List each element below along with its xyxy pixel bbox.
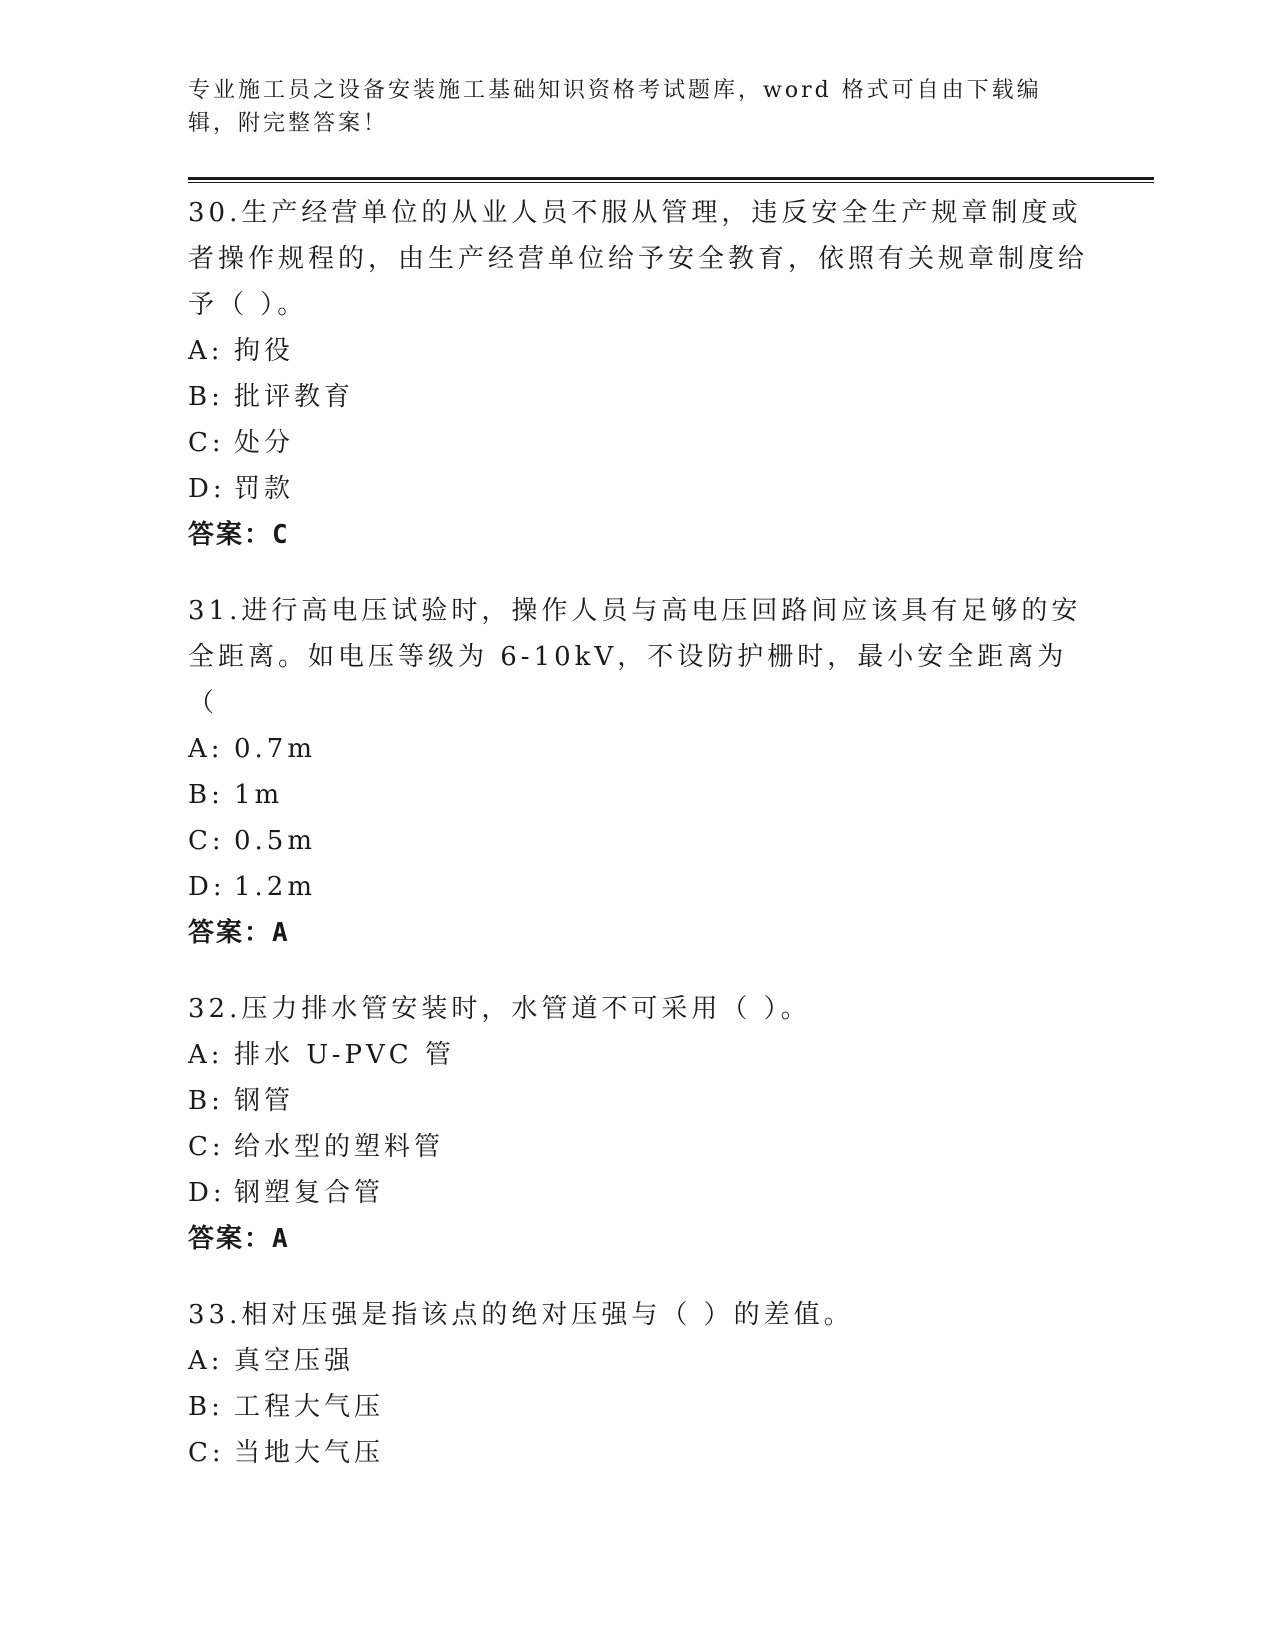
option-a [188, 1338, 1088, 1384]
option-text: 批评教育 [234, 382, 355, 412]
option-text: 给水型的塑料管 [234, 1132, 445, 1162]
option-letter: D: [188, 872, 226, 902]
answer-label: 答案： [188, 520, 273, 550]
answer-label: 答案： [188, 918, 273, 948]
answer-line [188, 512, 1088, 558]
question-text: 31.进行高电压试验时，操作人员与高电压回路间应该具有足够的安全距离。如电压等级为 6-10kV，不设防护栅时，最小安全距离为（ [188, 596, 1082, 718]
option-letter: C: [188, 1132, 225, 1162]
question-text: 30.生产经营单位的从业人员不服从管理，违反安全生产规章制度或者操作规程的，由生产经营单位给予安全教育，依照有关规章制度给予（ ）。 [188, 198, 1089, 320]
question-33 [188, 1292, 1088, 1476]
option-letter: B: [188, 1392, 224, 1422]
option-c [188, 818, 1088, 864]
option-d [188, 1170, 1088, 1216]
option-b [188, 772, 1088, 818]
option-d [188, 466, 1088, 512]
option-text: 0.5m [234, 826, 317, 856]
question-31 [188, 588, 1088, 956]
option-letter: C: [188, 826, 225, 856]
option-text: 0.7m [234, 734, 317, 764]
option-b [188, 374, 1088, 420]
option-text: 排水 U-PVC 管 [234, 1040, 455, 1070]
question-text: 33.相对压强是指该点的绝对压强与（ ）的差值。 [188, 1300, 854, 1330]
option-letter: D: [188, 1178, 226, 1208]
answer-line [188, 910, 1088, 956]
option-c [188, 420, 1088, 466]
option-letter: C: [188, 428, 225, 458]
option-text: 真空压强 [234, 1346, 355, 1376]
question-32 [188, 986, 1088, 1262]
answer-label: 答案： [188, 1224, 273, 1254]
question-30 [188, 190, 1088, 558]
option-c [188, 1124, 1088, 1170]
answer-line [188, 1216, 1088, 1262]
document-header: 专业施工员之设备安装施工基础知识资格考试题库，word 格式可自由下载编辑，附完整答案！ [188, 78, 1042, 136]
option-letter: A: [188, 1040, 224, 1070]
option-b [188, 1078, 1088, 1124]
question-list [188, 190, 1088, 1506]
question-text: 32.压力排水管安装时，水管道不可采用（ ）。 [188, 994, 811, 1024]
option-letter: B: [188, 1086, 224, 1116]
option-text: 当地大气压 [234, 1438, 385, 1468]
option-letter: B: [188, 780, 224, 810]
option-text: 拘役 [234, 336, 295, 366]
option-c [188, 1430, 1088, 1476]
option-letter: B: [188, 382, 224, 412]
answer-value: A [272, 918, 290, 948]
option-text: 钢塑复合管 [234, 1178, 385, 1208]
option-d [188, 864, 1088, 910]
option-b [188, 1384, 1088, 1430]
option-letter: A: [188, 336, 224, 366]
answer-value: C [272, 520, 290, 550]
option-text: 罚款 [234, 474, 295, 504]
option-text: 1m [234, 780, 284, 810]
option-text: 1.2m [234, 872, 317, 902]
option-a [188, 726, 1088, 772]
answer-value: A [272, 1224, 290, 1254]
header-rule-thick [188, 177, 1154, 180]
header-rule-thin [188, 182, 1154, 183]
option-letter: C: [188, 1438, 225, 1468]
option-letter: A: [188, 1346, 224, 1376]
option-a [188, 328, 1088, 374]
option-a [188, 1032, 1088, 1078]
option-letter: D: [188, 474, 226, 504]
option-text: 钢管 [234, 1086, 295, 1116]
option-text: 工程大气压 [234, 1392, 385, 1422]
option-letter: A: [188, 734, 224, 764]
option-text: 处分 [234, 428, 295, 458]
